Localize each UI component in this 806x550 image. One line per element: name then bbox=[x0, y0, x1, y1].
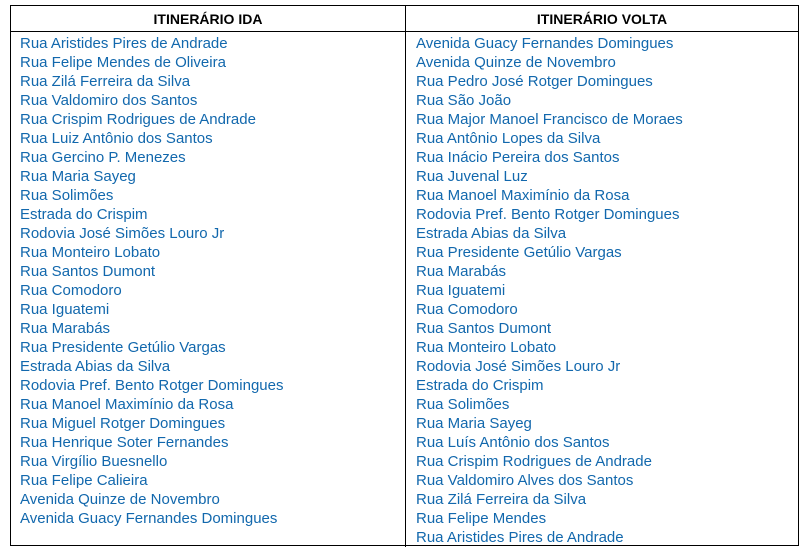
volta-street-item: Rua Aristides Pires de Andrade bbox=[416, 529, 624, 546]
ida-street-item: Avenida Quinze de Novembro bbox=[20, 491, 220, 508]
ida-street-item: Rua Gercino P. Menezes bbox=[20, 149, 186, 166]
ida-street-list bbox=[11, 32, 406, 547]
ida-street-item: Rua Manoel Maximínio da Rosa bbox=[20, 396, 234, 413]
volta-street-item: Rua Monteiro Lobato bbox=[416, 339, 557, 356]
header-itinerario-ida: ITINERÁRIO IDA bbox=[11, 6, 406, 32]
ida-street-item: Rua Comodoro bbox=[20, 282, 122, 299]
volta-street-item: Rua Valdomiro Alves dos Santos bbox=[416, 472, 634, 489]
ida-street-item: Rua Virgílio Buesnello bbox=[20, 453, 168, 470]
volta-street-item: Rua Comodoro bbox=[416, 301, 518, 318]
volta-street-item: Rua Major Manoel Francisco de Moraes bbox=[416, 111, 683, 128]
volta-street-item: Rua Pedro José Rotger Domingues bbox=[416, 73, 653, 90]
volta-street-item: Estrada do Crispim bbox=[416, 377, 544, 394]
volta-street-item: Rua Crispim Rodrigues de Andrade bbox=[416, 453, 652, 470]
volta-street-item: Rodovia José Simões Louro Jr bbox=[416, 358, 621, 375]
ida-street-item: Estrada do Crispim bbox=[20, 206, 148, 223]
volta-street-item: Rodovia Pref. Bento Rotger Domingues bbox=[416, 206, 680, 223]
volta-street-item: Rua Marabás bbox=[416, 263, 507, 280]
ida-street-item: Rua Marabás bbox=[20, 320, 111, 337]
volta-street-item: Rua Luís Antônio dos Santos bbox=[416, 434, 610, 451]
ida-street-item: Rua Santos Dumont bbox=[20, 263, 156, 280]
volta-street-item: Avenida Quinze de Novembro bbox=[416, 54, 616, 71]
ida-street-item: Rua Felipe Mendes de Oliveira bbox=[20, 54, 226, 71]
ida-street-item: Rua Crispim Rodrigues de Andrade bbox=[20, 111, 256, 128]
volta-street-item: Rua Zilá Ferreira da Silva bbox=[416, 491, 587, 508]
volta-street-item: Rua Manoel Maximínio da Rosa bbox=[416, 187, 630, 204]
ida-street-item: Rua Presidente Getúlio Vargas bbox=[20, 339, 226, 356]
volta-street-item: Rua Inácio Pereira dos Santos bbox=[416, 149, 620, 166]
ida-street-item: Estrada Abias da Silva bbox=[20, 358, 171, 375]
volta-street-item: Rua Iguatemi bbox=[416, 282, 506, 299]
ida-street-item: Rua Luiz Antônio dos Santos bbox=[20, 130, 213, 147]
volta-street-item: Rua Solimões bbox=[416, 396, 510, 413]
volta-street-item: Rua Juvenal Luz bbox=[416, 168, 528, 185]
ida-street-item: Rua Miguel Rotger Domingues bbox=[20, 415, 226, 432]
volta-street-list bbox=[406, 32, 798, 547]
ida-street-item: Rodovia José Simões Louro Jr bbox=[20, 225, 225, 242]
ida-street-item: Rua Maria Sayeg bbox=[20, 168, 136, 185]
volta-street-item: Avenida Guacy Fernandes Domingues bbox=[416, 35, 674, 52]
volta-street-item: Rua Felipe Mendes bbox=[416, 510, 547, 527]
ida-street-item: Rua Henrique Soter Fernandes bbox=[20, 434, 229, 451]
volta-street-item: Rua São João bbox=[416, 92, 512, 109]
ida-street-item: Avenida Guacy Fernandes Domingues bbox=[20, 510, 278, 527]
ida-street-item: Rua Felipe Calieira bbox=[20, 472, 148, 489]
volta-street-item: Estrada Abias da Silva bbox=[416, 225, 567, 242]
header-itinerario-volta: ITINERÁRIO VOLTA bbox=[406, 6, 798, 32]
ida-street-item: Rodovia Pref. Bento Rotger Domingues bbox=[20, 377, 284, 394]
ida-street-item: Rua Solimões bbox=[20, 187, 114, 204]
ida-street-item: Rua Aristides Pires de Andrade bbox=[20, 35, 228, 52]
ida-street-item: Rua Iguatemi bbox=[20, 301, 110, 318]
volta-street-item: Rua Presidente Getúlio Vargas bbox=[416, 244, 622, 261]
volta-street-item: Rua Maria Sayeg bbox=[416, 415, 532, 432]
volta-street-item: Rua Antônio Lopes da Silva bbox=[416, 130, 601, 147]
ida-street-item: Rua Zilá Ferreira da Silva bbox=[20, 73, 191, 90]
volta-street-item: Rua Santos Dumont bbox=[416, 320, 552, 337]
itinerary-table bbox=[10, 5, 799, 546]
ida-street-item: Rua Monteiro Lobato bbox=[20, 244, 161, 261]
ida-street-item: Rua Valdomiro dos Santos bbox=[20, 92, 198, 109]
